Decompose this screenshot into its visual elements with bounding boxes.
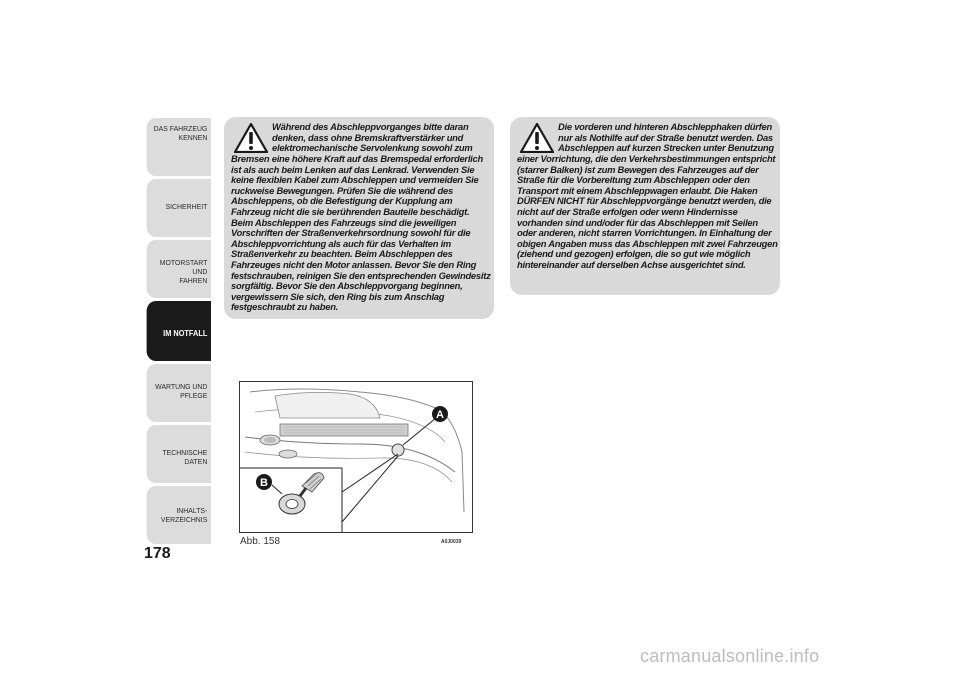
towing-eye-illustration: [279, 473, 324, 514]
tab-im-notfall[interactable]: [147, 301, 211, 361]
warning-triangle-icon: [520, 123, 554, 153]
tab-label: SICHERHEIT: [165, 202, 208, 211]
tab-label: WARTUNG UND PFLEGE: [155, 382, 208, 400]
tab-label: INHALTS- VERZEICHNIS: [160, 506, 208, 524]
tab-sicherheit[interactable]: [147, 179, 211, 237]
tab-motorstart-und-fahren[interactable]: [147, 240, 211, 298]
warning-head-text: Während des Abschleppvorganges bitte daran denken, dass ohne Bremskraftverstärker und elektromechanische Servolenkung sowohl zum: [272, 121, 473, 154]
tab-label: IM NOTFALL: [163, 329, 208, 338]
tab-label: MOTORSTART UND FAHREN: [159, 258, 208, 285]
tab-das-fahrzeug-kennen[interactable]: [147, 118, 211, 176]
bumper-illustration: [240, 382, 473, 533]
tab-technische-daten[interactable]: [147, 425, 211, 483]
warning-head-text: Die vorderen und hinteren Abschlepphaken dürfen nur als Nothilfe auf der Straße benutzt werden. Das Abschleppen auf kurzen Strecken unter Benutzung: [558, 121, 774, 154]
watermark-text: carmanualsonline.info: [640, 646, 820, 666]
callout-a-label: A: [436, 409, 444, 421]
warning-box-tow-hooks: [510, 117, 780, 295]
warning-triangle-icon: [234, 123, 268, 153]
warning-box-towing-braking: [224, 117, 494, 319]
figure-caption: Abb. 158: [240, 536, 281, 547]
tab-label: DAS FAHRZEUG KENNEN: [153, 124, 208, 142]
tab-label: TECHNISCHE DATEN: [162, 448, 208, 466]
tab-inhaltsverzeichnis[interactable]: [147, 486, 211, 544]
warning-body-text: einer Vorrichtung, die den Verkehrsbestimmungen entspricht (starrer Balken) ist zum Bewegen des Fahrzeuges auf der Straße für die Vorbereitung zum Abschleppen oder den Transport mit einem Abschleppwagen erlaubt. Die Haken DÜRFEN NICHT für Abschleppvorgänge benutzt werden, die nicht auf der Straße erfolgen oder wenn Hindernisse vorhanden sind und/oder für das Abschleppen mit Seilen oder anderen, nicht starren Vorrichtungen. In Einhaltung der obigen Angaben muss das Abschleppen mit zwei Fahrzeugen (ziehend und gezogen) erfolgen, die so gut wie möglich hintereinander auf derselben Achse ausgerichtet sind.: [517, 153, 778, 270]
page-number: 178: [144, 545, 171, 562]
callout-b-label: B: [260, 477, 268, 489]
figure-rear-bumper-tow-eye: [239, 381, 473, 533]
warning-body-text: Bremsen eine höhere Kraft auf das Bremspedal erforderlich ist als auch beim Lenken auf das Lenkrad. Verwenden Sie keine flexiblen Kabel zum Abschleppen und vermeiden Sie ruckweise Bewegungen. Prüfen Sie die während des Abschleppens, ob die Befestigung der Kupplung am Fahrzeug nicht die sie berührenden Bauteile beschädigt. Beim Abschleppen des Fahrzeugs sind die jeweiligen Vorschriften der Straßenverkehrsordnung sowohl für die Abschleppvorrichtung als auch für das Verhalten im Straßenverkehr zu beachten. Beim Abschleppen des Fahrzeuges nicht den Motor anlassen. Bevor Sie den Ring festschrauben, reinigen Sie den entsprechenden Gewindesitz sorgfältig. Bevor Sie den Abschleppvorgang beginnen, vergewissern Sie sich, den Ring bis zum Anschlag festgeschraubt zu haben.: [231, 153, 491, 313]
figure-code: A0J0039: [441, 539, 462, 545]
tab-wartung-und-pflege[interactable]: [147, 364, 211, 422]
